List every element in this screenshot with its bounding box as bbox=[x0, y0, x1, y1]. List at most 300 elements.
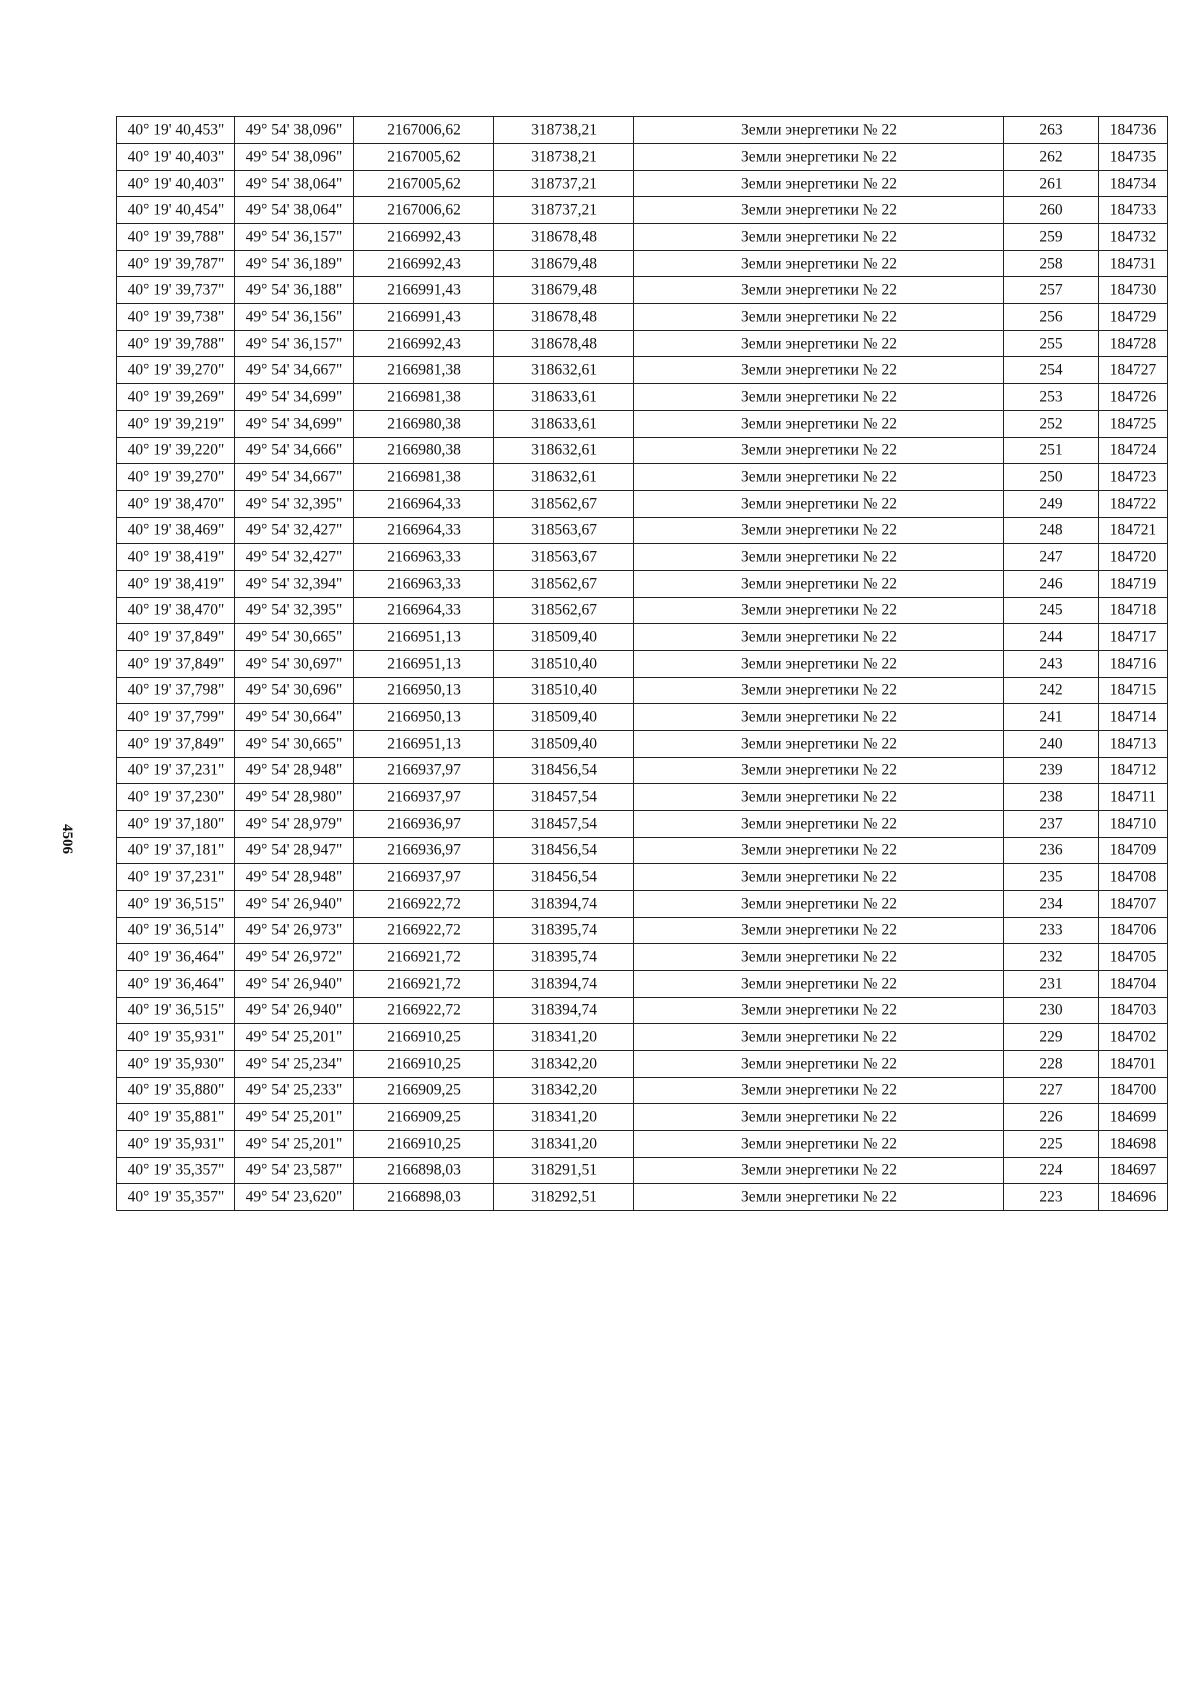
longitude-cell bbox=[117, 544, 235, 571]
land-name-cell bbox=[634, 1130, 1004, 1157]
y-coordinate-cell bbox=[354, 1050, 494, 1077]
x-coordinate-cell bbox=[494, 437, 634, 464]
cell-text: 2166950,13 bbox=[386, 708, 461, 726]
cell-text: 40° 19' 38,419" bbox=[127, 548, 224, 566]
x-coordinate-cell bbox=[494, 410, 634, 437]
latitude-cell bbox=[235, 1130, 354, 1157]
cell-text: 40° 19' 40,403" bbox=[127, 148, 224, 166]
land-name-cell bbox=[634, 784, 1004, 811]
cell-text: 318457,54 bbox=[530, 788, 597, 806]
cell-text: 49° 54' 30,696" bbox=[245, 681, 343, 699]
cell-text: 253 bbox=[1039, 388, 1063, 406]
latitude-cell bbox=[235, 117, 354, 144]
point-id-cell bbox=[1099, 677, 1168, 704]
y-coordinate-cell bbox=[354, 197, 494, 224]
cell-text: 49° 54' 30,665" bbox=[245, 735, 343, 752]
point-number-cell bbox=[1004, 197, 1099, 224]
point-number-cell bbox=[1004, 570, 1099, 597]
longitude-cell bbox=[117, 330, 235, 357]
cell-text: 318510,40 bbox=[530, 681, 597, 699]
land-name-cell bbox=[634, 544, 1004, 571]
land-name-cell bbox=[634, 704, 1004, 731]
land-name-cell bbox=[634, 810, 1004, 837]
x-coordinate-cell bbox=[494, 1024, 634, 1051]
point-id-cell bbox=[1099, 1104, 1168, 1131]
longitude-cell bbox=[117, 490, 235, 517]
longitude-cell bbox=[117, 730, 235, 757]
cell-text: 2166951,13 bbox=[386, 628, 461, 646]
point-number-cell bbox=[1004, 144, 1099, 171]
point-id-cell bbox=[1099, 330, 1168, 357]
cell-text: 318342,20 bbox=[530, 1055, 597, 1073]
y-coordinate-cell bbox=[354, 1157, 494, 1184]
y-coordinate-cell bbox=[354, 677, 494, 704]
latitude-cell bbox=[235, 224, 354, 251]
cell-text: 184730 bbox=[1109, 281, 1157, 299]
latitude-cell bbox=[235, 1104, 354, 1131]
cell-text: Земли энергетики № 22 bbox=[740, 895, 897, 913]
cell-text: 184732 bbox=[1109, 228, 1157, 246]
cell-text: 184707 bbox=[1109, 895, 1157, 913]
cell-text: 49° 54' 25,201" bbox=[245, 1108, 343, 1126]
cell-text: Земли энергетики № 22 bbox=[740, 494, 897, 512]
latitude-cell bbox=[235, 837, 354, 864]
y-coordinate-cell bbox=[354, 624, 494, 651]
point-id-cell bbox=[1099, 544, 1168, 571]
cell-text: 49° 54' 25,201" bbox=[245, 1028, 343, 1046]
x-coordinate-cell bbox=[494, 997, 634, 1024]
cell-text: 184701 bbox=[1109, 1055, 1157, 1073]
point-id-cell bbox=[1099, 650, 1168, 677]
cell-text: 318679,48 bbox=[530, 254, 597, 272]
cell-text: 247 bbox=[1039, 548, 1063, 566]
cell-text: 2166981,38 bbox=[386, 361, 461, 379]
cell-text: Земли энергетики № 22 bbox=[740, 1161, 897, 1179]
cell-text: 256 bbox=[1039, 308, 1063, 326]
cell-text: 318292,51 bbox=[530, 1188, 597, 1206]
cell-text: 40° 19' 37,181" bbox=[127, 841, 224, 859]
cell-text: 49° 54' 26,940" bbox=[245, 1001, 343, 1019]
cell-text: 250 bbox=[1039, 468, 1063, 486]
cell-text: 49° 54' 36,157" bbox=[245, 334, 343, 352]
x-coordinate-cell bbox=[494, 704, 634, 731]
cell-text: 2166981,38 bbox=[386, 388, 461, 406]
cell-text: 255 bbox=[1039, 334, 1063, 352]
x-coordinate-cell bbox=[494, 1157, 634, 1184]
point-id-cell bbox=[1099, 1024, 1168, 1051]
cell-text: 184709 bbox=[1109, 841, 1157, 859]
cell-text: 49° 54' 32,395" bbox=[245, 494, 343, 512]
x-coordinate-cell bbox=[494, 544, 634, 571]
cell-text: 318678,48 bbox=[530, 334, 597, 352]
longitude-cell bbox=[117, 944, 235, 971]
point-id-cell bbox=[1099, 624, 1168, 651]
land-name-cell bbox=[634, 224, 1004, 251]
table-row bbox=[1099, 117, 1168, 1211]
cell-text: 2167005,62 bbox=[386, 174, 461, 192]
x-coordinate-cell bbox=[494, 170, 634, 197]
point-number-cell bbox=[1004, 357, 1099, 384]
coordinates-table-rotated bbox=[116, 116, 1167, 1211]
longitude-cell bbox=[117, 704, 235, 731]
cell-text: 40° 19' 35,880" bbox=[127, 1081, 224, 1099]
latitude-cell bbox=[235, 1024, 354, 1051]
longitude-cell bbox=[117, 890, 235, 917]
cell-text: 40° 19' 39,269" bbox=[127, 388, 224, 406]
cell-text: 249 bbox=[1039, 494, 1063, 512]
cell-text: 184706 bbox=[1109, 921, 1157, 939]
cell-text: 49° 54' 26,973" bbox=[245, 921, 343, 939]
cell-text: 184715 bbox=[1109, 681, 1157, 699]
y-coordinate-cell bbox=[354, 704, 494, 731]
x-coordinate-cell bbox=[494, 677, 634, 704]
cell-text: 318394,74 bbox=[530, 895, 597, 913]
cell-text: 261 bbox=[1039, 174, 1063, 192]
point-number-cell bbox=[1004, 810, 1099, 837]
latitude-cell bbox=[235, 517, 354, 544]
y-coordinate-cell bbox=[354, 917, 494, 944]
x-coordinate-cell bbox=[494, 757, 634, 784]
cell-text: 2166910,25 bbox=[386, 1028, 461, 1046]
cell-text: 40° 19' 39,219" bbox=[127, 414, 224, 432]
land-name-cell bbox=[634, 837, 1004, 864]
cell-text: Земли энергетики № 22 bbox=[740, 788, 897, 806]
land-name-cell bbox=[634, 624, 1004, 651]
longitude-cell bbox=[117, 864, 235, 891]
cell-text: 40° 19' 37,849" bbox=[127, 654, 224, 672]
cell-text: 318737,21 bbox=[530, 201, 597, 219]
cell-text: 40° 19' 37,799" bbox=[127, 708, 224, 726]
land-name-cell bbox=[634, 384, 1004, 411]
cell-text: 318291,51 bbox=[530, 1161, 597, 1179]
longitude-cell bbox=[117, 117, 235, 144]
cell-text: 40° 19' 35,930" bbox=[127, 1055, 224, 1073]
cell-text: 184727 bbox=[1109, 361, 1157, 379]
longitude-cell bbox=[117, 1077, 235, 1104]
land-name-cell bbox=[634, 597, 1004, 624]
cell-text: 40° 19' 37,849" bbox=[127, 735, 224, 752]
point-number-cell bbox=[1004, 304, 1099, 331]
cell-text: 2166992,43 bbox=[386, 334, 461, 352]
cell-text: 318456,54 bbox=[530, 868, 597, 886]
longitude-cell bbox=[117, 197, 235, 224]
latitude-cell bbox=[235, 997, 354, 1024]
cell-text: 49° 54' 38,064" bbox=[245, 201, 343, 219]
cell-text: 49° 54' 26,940" bbox=[245, 975, 343, 993]
cell-text: Земли энергетики № 22 bbox=[740, 975, 897, 993]
cell-text: 49° 54' 23,620" bbox=[245, 1188, 343, 1206]
cell-text: 235 bbox=[1039, 868, 1063, 886]
cell-text: 49° 54' 34,699" bbox=[245, 414, 343, 432]
y-coordinate-cell bbox=[354, 944, 494, 971]
cell-text: 2166937,97 bbox=[386, 868, 461, 886]
cell-text: 318562,67 bbox=[530, 494, 597, 512]
latitude-cell bbox=[235, 544, 354, 571]
cell-text: 184711 bbox=[1110, 788, 1156, 806]
y-coordinate-cell bbox=[354, 864, 494, 891]
longitude-cell bbox=[117, 650, 235, 677]
table-row bbox=[1004, 117, 1099, 1211]
cell-text: 49° 54' 28,980" bbox=[245, 788, 343, 806]
x-coordinate-cell bbox=[494, 250, 634, 277]
cell-text: 241 bbox=[1039, 708, 1063, 726]
cell-text: Земли энергетики № 22 bbox=[740, 548, 897, 566]
cell-text: 49° 54' 30,664" bbox=[245, 708, 343, 726]
cell-text: 2166936,97 bbox=[386, 815, 461, 833]
cell-text: 2167006,62 bbox=[386, 201, 461, 219]
cell-text: 318341,20 bbox=[530, 1108, 597, 1126]
point-number-cell bbox=[1004, 730, 1099, 757]
cell-text: 40° 19' 38,470" bbox=[127, 601, 224, 619]
cell-text: 318737,21 bbox=[530, 174, 597, 192]
cell-text: 40° 19' 39,270" bbox=[127, 361, 224, 379]
y-coordinate-cell bbox=[354, 1130, 494, 1157]
cell-text: 2166937,97 bbox=[386, 761, 461, 779]
cell-text: Земли энергетики № 22 bbox=[740, 1001, 897, 1019]
latitude-cell bbox=[235, 890, 354, 917]
cell-text: 318738,21 bbox=[530, 121, 597, 139]
cell-text: 2166898,03 bbox=[386, 1188, 461, 1206]
cell-text: 2166909,25 bbox=[386, 1081, 461, 1099]
latitude-cell bbox=[235, 784, 354, 811]
latitude-cell bbox=[235, 277, 354, 304]
x-coordinate-cell bbox=[494, 597, 634, 624]
cell-text: 40° 19' 39,788" bbox=[127, 228, 224, 246]
latitude-cell bbox=[235, 144, 354, 171]
point-id-cell bbox=[1099, 864, 1168, 891]
cell-text: 49° 54' 32,427" bbox=[245, 521, 343, 539]
cell-text: 318509,40 bbox=[530, 708, 597, 726]
point-number-cell bbox=[1004, 410, 1099, 437]
y-coordinate-cell bbox=[354, 330, 494, 357]
latitude-cell bbox=[235, 1077, 354, 1104]
point-number-cell bbox=[1004, 1077, 1099, 1104]
y-coordinate-cell bbox=[354, 410, 494, 437]
cell-text: 2166950,13 bbox=[386, 681, 461, 699]
x-coordinate-cell bbox=[494, 144, 634, 171]
cell-text: 184729 bbox=[1109, 308, 1157, 326]
cell-text: 2166921,72 bbox=[386, 948, 461, 966]
point-number-cell bbox=[1004, 384, 1099, 411]
cell-text: 184734 bbox=[1109, 174, 1157, 192]
longitude-cell bbox=[117, 304, 235, 331]
cell-text: 184713 bbox=[1109, 735, 1157, 752]
point-id-cell bbox=[1099, 1050, 1168, 1077]
y-coordinate-cell bbox=[354, 144, 494, 171]
x-coordinate-cell bbox=[494, 810, 634, 837]
cell-text: 49° 54' 30,697" bbox=[245, 654, 343, 672]
land-name-cell bbox=[634, 437, 1004, 464]
cell-text: Земли энергетики № 22 bbox=[740, 601, 897, 619]
cell-text: 49° 54' 30,665" bbox=[245, 628, 343, 646]
cell-text: 184725 bbox=[1109, 414, 1157, 432]
cell-text: 40° 19' 39,270" bbox=[127, 468, 224, 486]
longitude-cell bbox=[117, 437, 235, 464]
x-coordinate-cell bbox=[494, 1104, 634, 1131]
cell-text: 40° 19' 35,357" bbox=[127, 1161, 224, 1179]
x-coordinate-cell bbox=[494, 357, 634, 384]
cell-text: 254 bbox=[1039, 361, 1063, 379]
cell-text: 262 bbox=[1039, 148, 1063, 166]
cell-text: 40° 19' 39,788" bbox=[127, 334, 224, 352]
cell-text: 226 bbox=[1039, 1108, 1063, 1126]
cell-text: 40° 19' 37,180" bbox=[127, 815, 224, 833]
point-number-cell bbox=[1004, 437, 1099, 464]
cell-text: 243 bbox=[1039, 654, 1063, 672]
cell-text: 184700 bbox=[1109, 1081, 1157, 1099]
latitude-cell bbox=[235, 1050, 354, 1077]
point-number-cell bbox=[1004, 677, 1099, 704]
cell-text: 230 bbox=[1039, 1001, 1063, 1019]
cell-text: 49° 54' 34,667" bbox=[245, 468, 343, 486]
coordinates-table bbox=[116, 116, 1168, 1211]
cell-text: 318394,74 bbox=[530, 975, 597, 993]
x-coordinate-cell bbox=[494, 490, 634, 517]
cell-text: 237 bbox=[1039, 815, 1063, 833]
longitude-cell bbox=[117, 784, 235, 811]
cell-text: 244 bbox=[1039, 628, 1063, 646]
cell-text: Земли энергетики № 22 bbox=[740, 174, 897, 192]
cell-text: 40° 19' 38,469" bbox=[127, 521, 224, 539]
point-id-cell bbox=[1099, 757, 1168, 784]
cell-text: 252 bbox=[1039, 414, 1063, 432]
cell-text: 40° 19' 35,931" bbox=[127, 1028, 224, 1046]
cell-text: 258 bbox=[1039, 254, 1063, 272]
longitude-cell bbox=[117, 1104, 235, 1131]
y-coordinate-cell bbox=[354, 437, 494, 464]
cell-text: Земли энергетики № 22 bbox=[740, 574, 897, 592]
cell-text: 184736 bbox=[1109, 121, 1157, 139]
cell-text: 40° 19' 37,798" bbox=[127, 681, 224, 699]
cell-text: 40° 19' 39,787" bbox=[127, 254, 224, 272]
x-coordinate-cell bbox=[494, 837, 634, 864]
x-coordinate-cell bbox=[494, 650, 634, 677]
land-name-cell bbox=[634, 864, 1004, 891]
longitude-cell bbox=[117, 677, 235, 704]
latitude-cell bbox=[235, 757, 354, 784]
point-number-cell bbox=[1004, 757, 1099, 784]
cell-text: 2166992,43 bbox=[386, 254, 461, 272]
cell-text: 49° 54' 28,947" bbox=[245, 841, 343, 859]
cell-text: 49° 54' 25,233" bbox=[245, 1081, 343, 1099]
point-id-cell bbox=[1099, 384, 1168, 411]
cell-text: 49° 54' 34,667" bbox=[245, 361, 343, 379]
latitude-cell bbox=[235, 410, 354, 437]
y-coordinate-cell bbox=[354, 304, 494, 331]
point-id-cell bbox=[1099, 944, 1168, 971]
cell-text: 2166922,72 bbox=[386, 895, 461, 913]
longitude-cell bbox=[117, 1130, 235, 1157]
latitude-cell bbox=[235, 357, 354, 384]
land-name-cell bbox=[634, 650, 1004, 677]
land-name-cell bbox=[634, 1104, 1004, 1131]
y-coordinate-cell bbox=[354, 650, 494, 677]
cell-text: Земли энергетики № 22 bbox=[740, 815, 897, 833]
y-coordinate-cell bbox=[354, 544, 494, 571]
land-name-cell bbox=[634, 1050, 1004, 1077]
cell-text: 2166981,38 bbox=[386, 468, 461, 486]
cell-text: Земли энергетики № 22 bbox=[740, 868, 897, 886]
point-number-cell bbox=[1004, 330, 1099, 357]
latitude-cell bbox=[235, 944, 354, 971]
x-coordinate-cell bbox=[494, 304, 634, 331]
cell-text: 49° 54' 36,188" bbox=[245, 281, 343, 299]
cell-text: 184703 bbox=[1109, 1001, 1157, 1019]
cell-text: 40° 19' 35,881" bbox=[127, 1108, 224, 1126]
cell-text: 318633,61 bbox=[530, 414, 597, 432]
cell-text: 49° 54' 25,201" bbox=[245, 1135, 343, 1153]
cell-text: 318632,61 bbox=[530, 468, 597, 486]
table-row bbox=[235, 117, 354, 1211]
point-id-cell bbox=[1099, 1157, 1168, 1184]
cell-text: 2166951,13 bbox=[386, 735, 461, 752]
cell-text: Земли энергетики № 22 bbox=[740, 201, 897, 219]
x-coordinate-cell bbox=[494, 277, 634, 304]
x-coordinate-cell bbox=[494, 784, 634, 811]
cell-text: Земли энергетики № 22 bbox=[740, 441, 897, 459]
cell-text: 40° 19' 35,931" bbox=[127, 1135, 224, 1153]
cell-text: 318456,54 bbox=[530, 841, 597, 859]
latitude-cell bbox=[235, 490, 354, 517]
point-number-cell bbox=[1004, 970, 1099, 997]
latitude-cell bbox=[235, 970, 354, 997]
cell-text: 184717 bbox=[1109, 628, 1157, 646]
cell-text: 240 bbox=[1039, 735, 1063, 752]
cell-text: 184724 bbox=[1109, 441, 1157, 459]
point-number-cell bbox=[1004, 784, 1099, 811]
point-number-cell bbox=[1004, 650, 1099, 677]
cell-text: 40° 19' 36,514" bbox=[127, 921, 224, 939]
cell-text: 2166964,33 bbox=[386, 601, 461, 619]
land-name-cell bbox=[634, 890, 1004, 917]
y-coordinate-cell bbox=[354, 224, 494, 251]
x-coordinate-cell bbox=[494, 1130, 634, 1157]
cell-text: 318341,20 bbox=[530, 1028, 597, 1046]
cell-text: 2166964,33 bbox=[386, 521, 461, 539]
point-number-cell bbox=[1004, 224, 1099, 251]
cell-text: 49° 54' 36,157" bbox=[245, 228, 343, 246]
cell-text: 318633,61 bbox=[530, 388, 597, 406]
cell-text: 49° 54' 34,666" bbox=[245, 441, 343, 459]
longitude-cell bbox=[117, 570, 235, 597]
cell-text: Земли энергетики № 22 bbox=[740, 334, 897, 352]
x-coordinate-cell bbox=[494, 224, 634, 251]
x-coordinate-cell bbox=[494, 730, 634, 757]
cell-text: 236 bbox=[1039, 841, 1063, 859]
longitude-cell bbox=[117, 837, 235, 864]
point-number-cell bbox=[1004, 864, 1099, 891]
cell-text: 318510,40 bbox=[530, 654, 597, 672]
y-coordinate-cell bbox=[354, 517, 494, 544]
point-number-cell bbox=[1004, 1184, 1099, 1211]
land-name-cell bbox=[634, 144, 1004, 171]
cell-text: 225 bbox=[1039, 1135, 1063, 1153]
longitude-cell bbox=[117, 970, 235, 997]
cell-text: 259 bbox=[1039, 228, 1063, 246]
cell-text: Земли энергетики № 22 bbox=[740, 388, 897, 406]
y-coordinate-cell bbox=[354, 250, 494, 277]
cell-text: 184726 bbox=[1109, 388, 1157, 406]
cell-text: Земли энергетики № 22 bbox=[740, 921, 897, 939]
point-id-cell bbox=[1099, 1184, 1168, 1211]
cell-text: 2166951,13 bbox=[386, 654, 461, 672]
y-coordinate-cell bbox=[354, 357, 494, 384]
cell-text: 318562,67 bbox=[530, 574, 597, 592]
cell-text: 184719 bbox=[1109, 574, 1157, 592]
cell-text: 184704 bbox=[1109, 975, 1157, 993]
point-number-cell bbox=[1004, 624, 1099, 651]
point-id-cell bbox=[1099, 170, 1168, 197]
